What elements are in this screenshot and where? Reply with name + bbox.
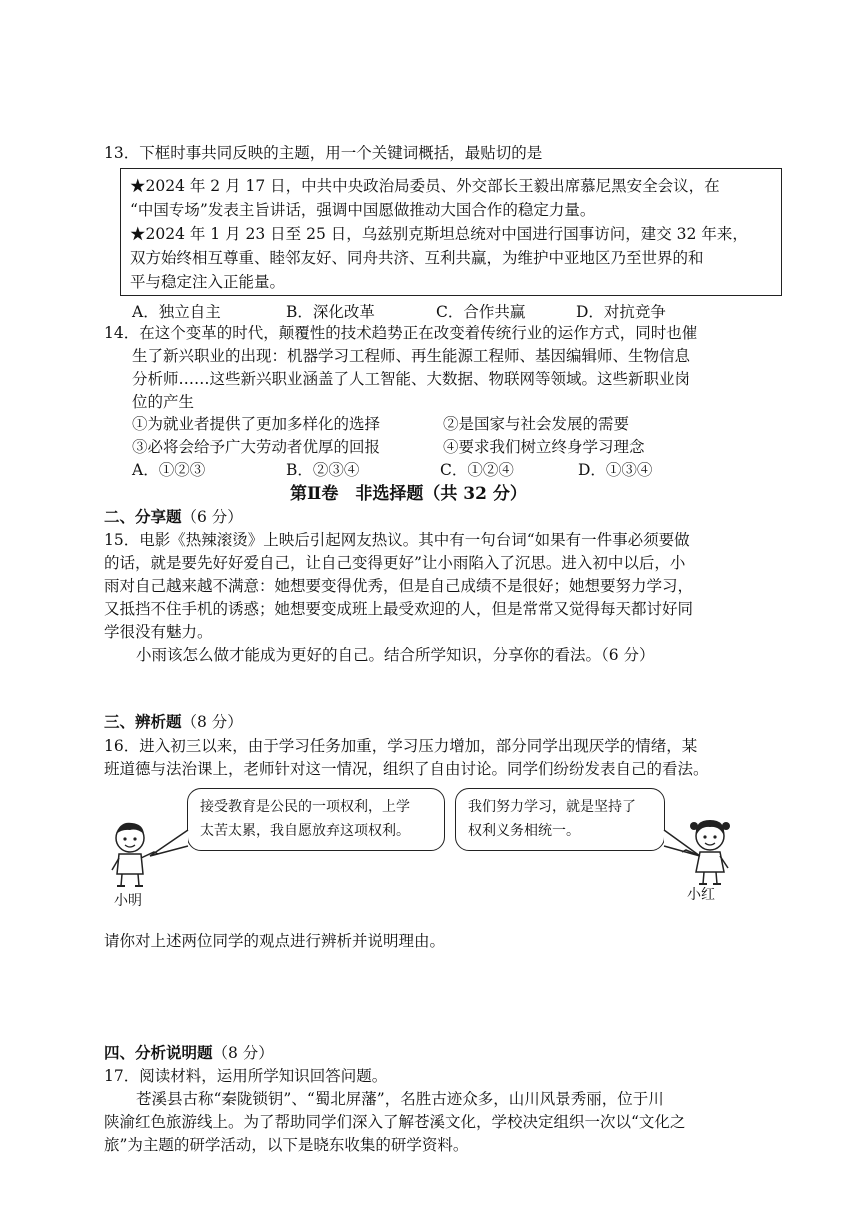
- boy-figure-icon: [106, 818, 166, 890]
- q15-line-4: 又抵挡不住手机的诱惑；她想要变成班上最受欢迎的人，但是常常又觉得每天都讨好同: [104, 600, 694, 618]
- q14-stem-line-2: 生了新兴职业的出现：机器学习工程师、再生能源工程师、基因编辑师、生物信息: [132, 347, 691, 365]
- xiaoming-label: 小明: [114, 893, 142, 909]
- q15-line-3: 雨对自己越来越不满意：她想要变得优秀，但是自己成绩不是很好；她想要努力学习，: [104, 577, 694, 595]
- q13-option-c: C．合作共赢: [436, 303, 526, 321]
- q14-option-a: A．①②③: [132, 461, 206, 479]
- q13-box-line-1: ★2024 年 2 月 17 日，中共中央政治局委员、外交部长王毅出席慕尼黑安全会议，在: [130, 177, 720, 195]
- speech-bubble-xiaohong: [455, 788, 665, 851]
- q17-line-2: 苍溪县古称“秦陇锁钥”、“蜀北屏藩”，名胜古迹众多，山川风景秀丽，位于川: [136, 1090, 664, 1108]
- speech-bubble-xiaoming: [187, 788, 445, 851]
- q13-stem: 13．下框时事共同反映的主题，用一个关键词概括，最贴切的是: [104, 144, 543, 162]
- q13-box-line-4: 双方始终相互尊重、睦邻友好、同舟共济、互利共赢，为维护中亚地区乃至世界的和: [130, 249, 704, 267]
- q15-line-5: 学很没有魅力。: [104, 623, 213, 641]
- q14-item-1: ①为就业者提供了更加多样化的选择: [132, 415, 381, 433]
- q14-option-c: C．①②④: [440, 461, 514, 479]
- sec4-score: （8 分）: [212, 1044, 274, 1062]
- q14-stem-line-1: 14．在这个变革的时代，颠覆性的技术趋势正在改变着传统行业的运作方式，同时也催: [104, 324, 698, 342]
- q16-line-2: 班道德与法治课上，老师针对这一情况，组织了自由讨论。同学们纷纷发表自己的看法。: [104, 760, 709, 778]
- bubble-left-line-1: 接受教育是公民的一项权利，上学: [200, 799, 410, 815]
- q14-stem-line-3: 分析师……这些新兴职业涵盖了人工智能、大数据、物联网等领域。这些新职业岗: [132, 370, 691, 388]
- q14-option-b: B．②③④: [286, 461, 360, 479]
- q16-prompt: 请你对上述两位同学的观点进行辨析并说明理由。: [104, 932, 446, 950]
- part2-title: 第Ⅱ卷 非选择题（共 32 分）: [290, 484, 527, 504]
- bubble-right-line-2: 权利义务相统一。: [468, 823, 580, 839]
- q14-item-3: ③必将会给予广大劳动者优厚的回报: [132, 438, 381, 456]
- q16-line-1: 16．进入初三以来，由于学习任务加重，学习压力增加，部分同学出现厌学的情绪，某: [104, 737, 698, 755]
- sec4-heading: 四、分析说明题: [104, 1043, 213, 1062]
- sec3-heading: 三、辨析题: [104, 712, 182, 731]
- q17-line-4: 旅”为主题的研学活动，以下是晓东收集的研学资料。: [104, 1136, 469, 1154]
- q13-option-b: B．深化改革: [286, 303, 375, 321]
- q13-option-d: D．对抗竞争: [576, 303, 666, 321]
- girl-figure-icon: [676, 816, 736, 888]
- q17-line-3: 陕渝红色旅游线上。为了帮助同学们深入了解苍溪文化，学校决定组织一次以“文化之: [104, 1113, 686, 1131]
- q17-line-1: 17．阅读材料，运用所学知识回答问题。: [104, 1067, 388, 1085]
- sec2-score: （6 分）: [181, 508, 243, 526]
- q14-item-4: ④要求我们树立终身学习理念: [443, 438, 645, 456]
- sec3-score: （8 分）: [181, 713, 243, 731]
- bubble-left-line-2: 太苦太累，我自愿放弃这项权利。: [200, 823, 410, 839]
- sec2-heading: 二、分享题: [104, 507, 182, 526]
- q13-box-line-5: 平与稳定注入正能量。: [130, 273, 286, 291]
- bubble-right-line-1: 我们努力学习，就是坚持了: [468, 799, 636, 815]
- q15-line-2: 的话，就是要先好好爱自己，让自己变得更好”让小雨陷入了沉思。进入初中以后，小: [104, 554, 686, 572]
- q13-option-a: A．独立自主: [132, 303, 221, 321]
- q14-item-2: ②是国家与社会发展的需要: [443, 415, 630, 433]
- q14-stem-line-4: 位的产生: [132, 393, 195, 411]
- q13-box-line-2: “中国专场”发表主旨讲话，强调中国愿做推动大国合作的稳定力量。: [130, 201, 596, 219]
- q15-line-1: 15．电影《热辣滚烫》上映后引起网友热议。其中有一句台词“如果有一件事必须要做: [104, 531, 690, 549]
- q14-option-d: D．①③④: [578, 461, 653, 479]
- xiaohong-label: 小红: [687, 887, 715, 903]
- q15-prompt: 小雨该怎么做才能成为更好的自己。结合所学知识，分享你的看法。（6 分）: [136, 646, 655, 664]
- q13-box-line-3: ★2024 年 1 月 23 日至 25 日，乌兹别克斯坦总统对中国进行国事访问，建交 32 年来，: [130, 225, 748, 243]
